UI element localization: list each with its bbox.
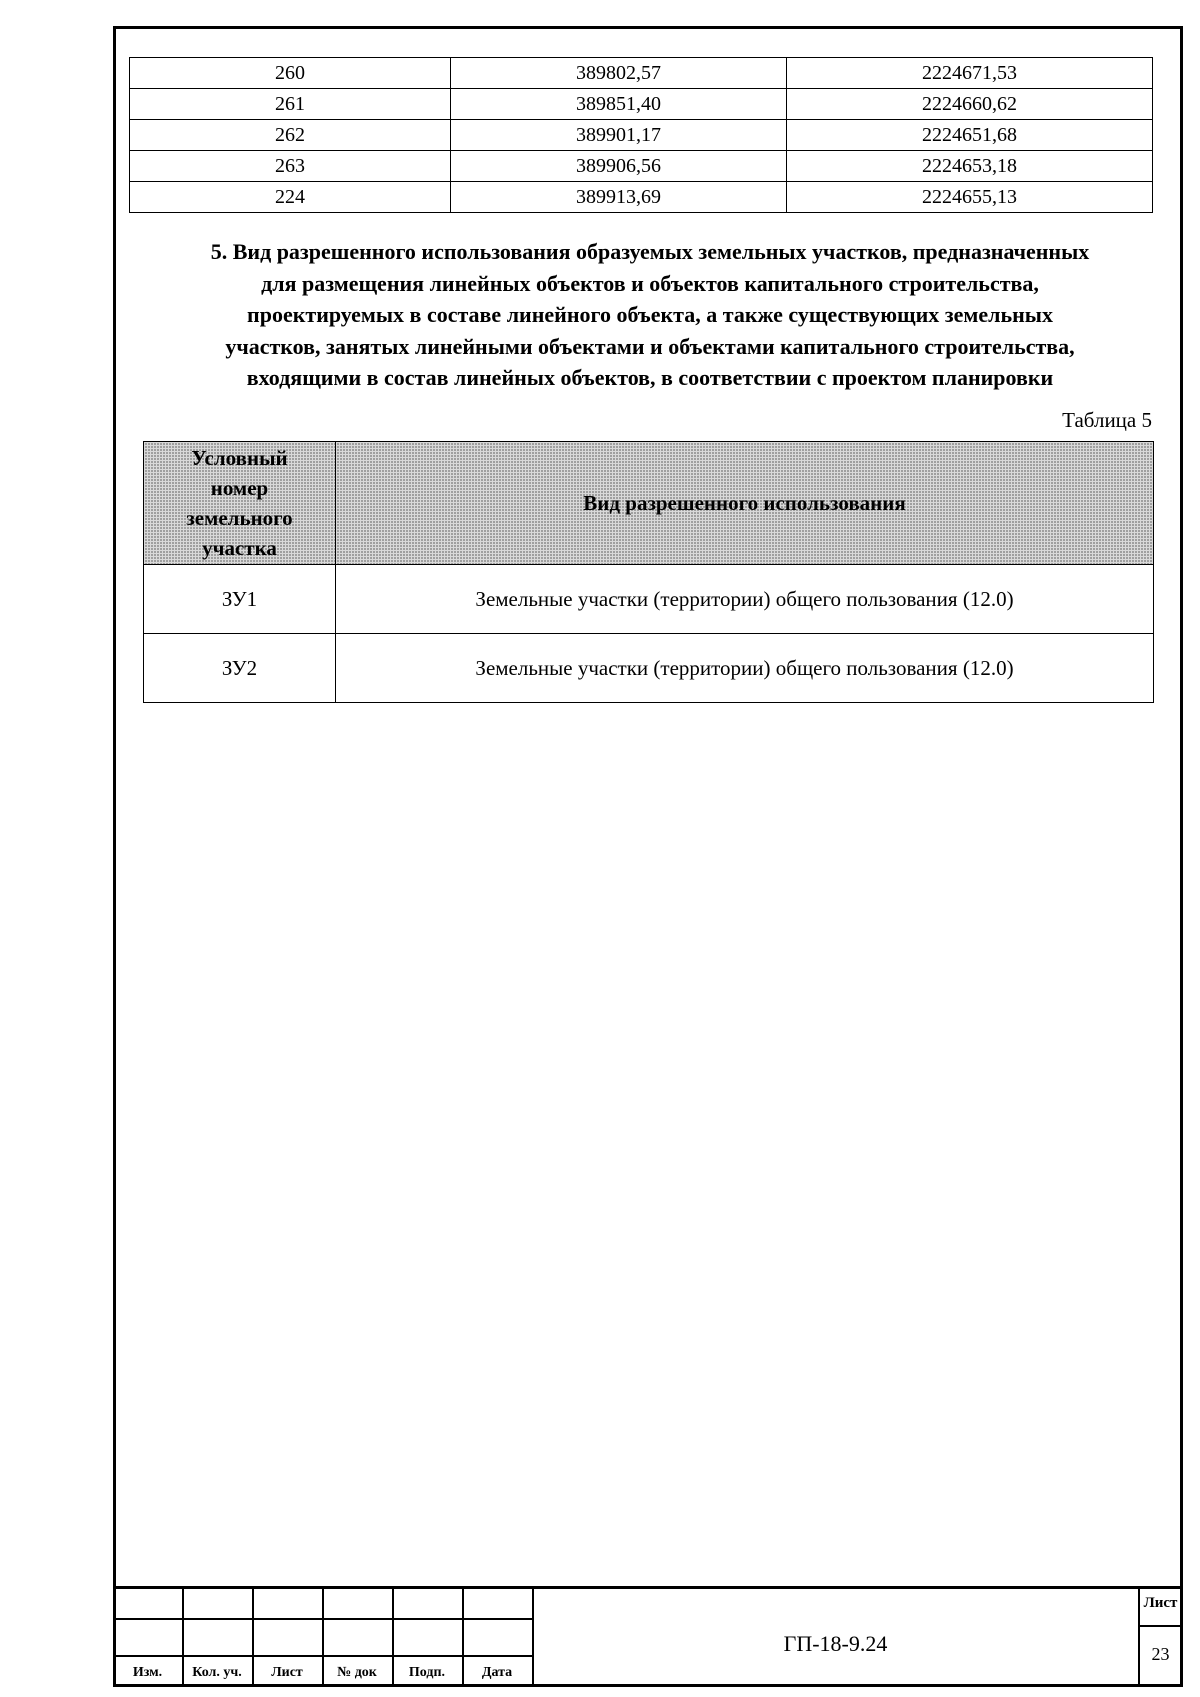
table-row <box>130 120 1153 151</box>
plot-number-cell: ЗУ2 <box>144 634 336 703</box>
heading-line: 5. Вид разрешенного использования образуемых земельных участков, предназначенных <box>210 239 1090 264</box>
sheet-number: 23 <box>1151 1644 1170 1664</box>
heading-line: проектируемых в составе линейного объекта, а также существующих земельных <box>247 302 1053 327</box>
permitted-use-table <box>143 441 1154 703</box>
y-coordinate-cell: 2224655,13 <box>787 182 1153 213</box>
sheet-label: Лист <box>1143 1595 1178 1611</box>
table-row <box>130 89 1153 120</box>
table-row <box>144 565 1154 634</box>
permitted-use-cell: Земельные участки (территории) общего пользования (12.0) <box>336 565 1154 634</box>
y-coordinate-cell: 2224651,68 <box>787 120 1153 151</box>
x-coordinate-cell: 389913,69 <box>451 182 787 213</box>
y-coordinate-cell: 2224660,62 <box>787 89 1153 120</box>
x-coordinate-cell: 389906,56 <box>451 151 787 182</box>
x-coordinate-cell: 389851,40 <box>451 89 787 120</box>
quantity-label: Кол. уч. <box>192 1665 242 1680</box>
table-caption: Таблица 5 <box>1062 408 1152 432</box>
table-row <box>130 182 1153 213</box>
table-row <box>130 151 1153 182</box>
x-coordinate-cell: 389901,17 <box>451 120 787 151</box>
section-heading <box>140 236 1160 394</box>
plot-number-header: Условный номер земельного участка <box>144 442 336 565</box>
plot-number-cell: ЗУ1 <box>144 565 336 634</box>
title-block <box>113 1586 1183 1687</box>
y-coordinate-cell: 2224671,53 <box>787 58 1153 89</box>
table-row <box>144 634 1154 703</box>
permitted-use-header: Вид разрешенного использования <box>336 442 1154 565</box>
signature-label: Подп. <box>408 1665 446 1680</box>
point-number-cell: 260 <box>130 58 451 89</box>
permitted-use-cell: Земельные участки (территории) общего пользования (12.0) <box>336 634 1154 703</box>
heading-line: участков, занятых линейными объектами и объектами капитального строительства, <box>225 333 1075 359</box>
heading-line: для размещения линейных объектов и объектов капитального строительства, <box>261 270 1039 296</box>
revision-label: Изм. <box>132 1665 163 1680</box>
table-row <box>130 58 1153 89</box>
y-coordinate-cell: 2224653,18 <box>787 151 1153 182</box>
point-number-cell: 262 <box>130 120 451 151</box>
point-number-cell: 263 <box>130 151 451 182</box>
point-number-cell: 224 <box>130 182 451 213</box>
document-code: ГП-18-9.24 <box>783 1631 888 1656</box>
coordinates-table <box>129 57 1153 213</box>
doc-number-label: № док <box>337 1665 377 1680</box>
point-number-cell: 261 <box>130 89 451 120</box>
x-coordinate-cell: 389802,57 <box>451 58 787 89</box>
sheet-column-label: Лист <box>271 1665 303 1680</box>
table-header-row <box>144 442 1154 565</box>
date-label: Дата <box>481 1665 513 1680</box>
heading-line: входящими в состав линейных объектов, в соответствии с проектом планировки <box>246 365 1054 390</box>
